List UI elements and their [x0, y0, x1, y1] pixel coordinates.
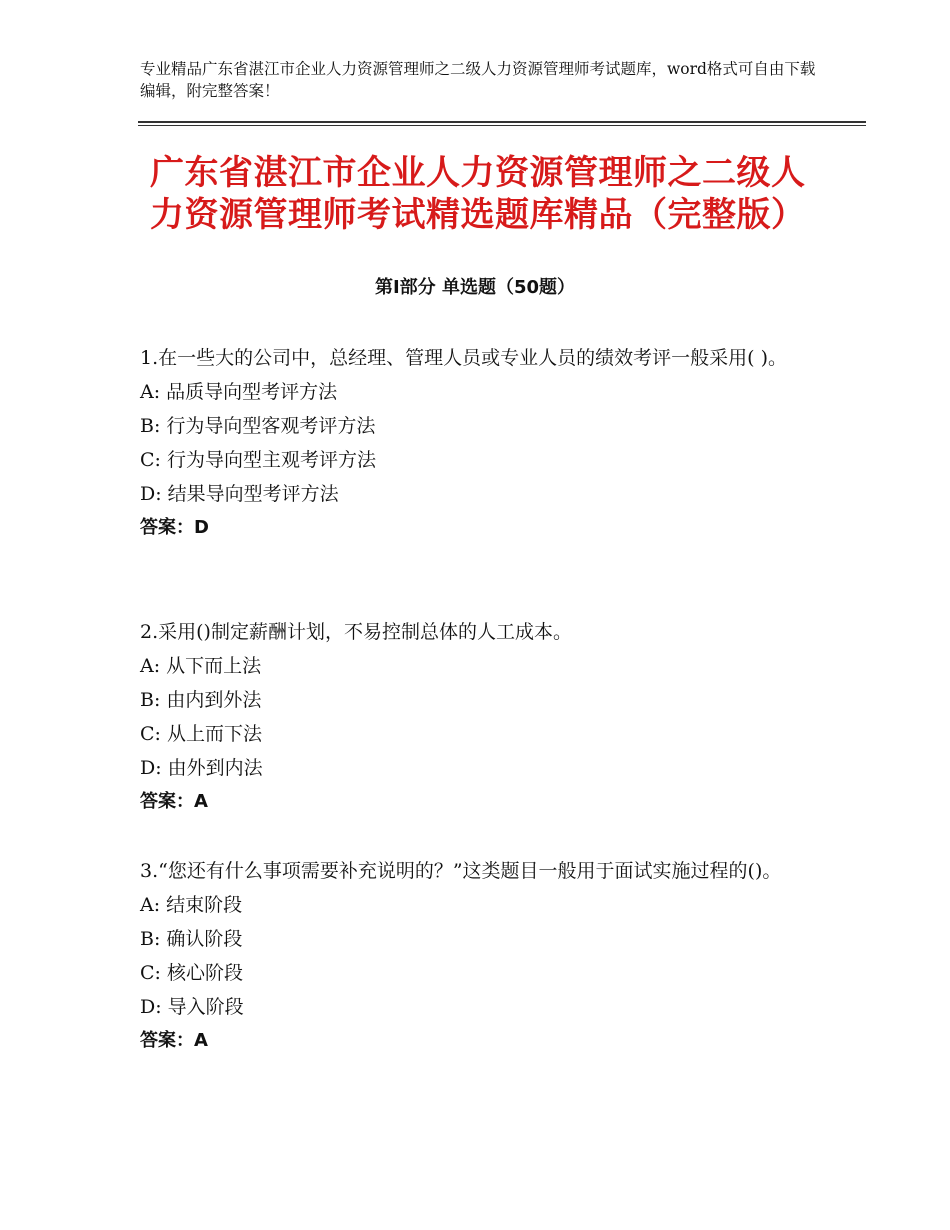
question-item [140, 341, 820, 545]
option-c: C: 行为导向型主观考评方法 [140, 449, 376, 471]
question-item [140, 854, 820, 1058]
option-b: B: 由内到外法 [140, 689, 262, 711]
section-title: 第Ⅰ部分 单选题（50题） [374, 277, 575, 298]
question-answer: 答案：A [140, 1030, 208, 1051]
option-a: A: 从下而上法 [140, 655, 262, 677]
question-answer: 答案：A [140, 791, 208, 812]
question-stem: 3.“您还有什么事项需要补充说明的？”这类题目一般用于面试实施过程的()。 [140, 860, 782, 882]
header-note: 专业精品广东省湛江市企业人力资源管理师之二级人力资源管理师考试题库，word格式可自由下载编辑，附完整答案！ [140, 60, 816, 100]
document-title: 广东省湛江市企业人力资源管理师之二级人力资源管理师考试精选题库精品（完整版） [150, 153, 806, 235]
option-b: B: 行为导向型客观考评方法 [140, 415, 376, 437]
option-a: A: 结束阶段 [140, 894, 243, 916]
option-a: A: 品质导向型考评方法 [140, 381, 338, 403]
option-b: B: 确认阶段 [140, 928, 243, 950]
question-item [140, 615, 820, 819]
header-divider [138, 121, 866, 126]
option-d: D: 导入阶段 [140, 996, 244, 1018]
question-stem: 2.采用()制定薪酬计划，不易控制总体的人工成本。 [140, 621, 572, 643]
question-stem: 1.在一些大的公司中，总经理、管理人员或专业人员的绩效考评一般采用( )。 [140, 347, 787, 369]
option-d: D: 结果导向型考评方法 [140, 483, 339, 505]
question-answer: 答案：D [140, 517, 209, 538]
option-c: C: 核心阶段 [140, 962, 243, 984]
option-c: C: 从上而下法 [140, 723, 262, 745]
option-d: D: 由外到内法 [140, 757, 263, 779]
